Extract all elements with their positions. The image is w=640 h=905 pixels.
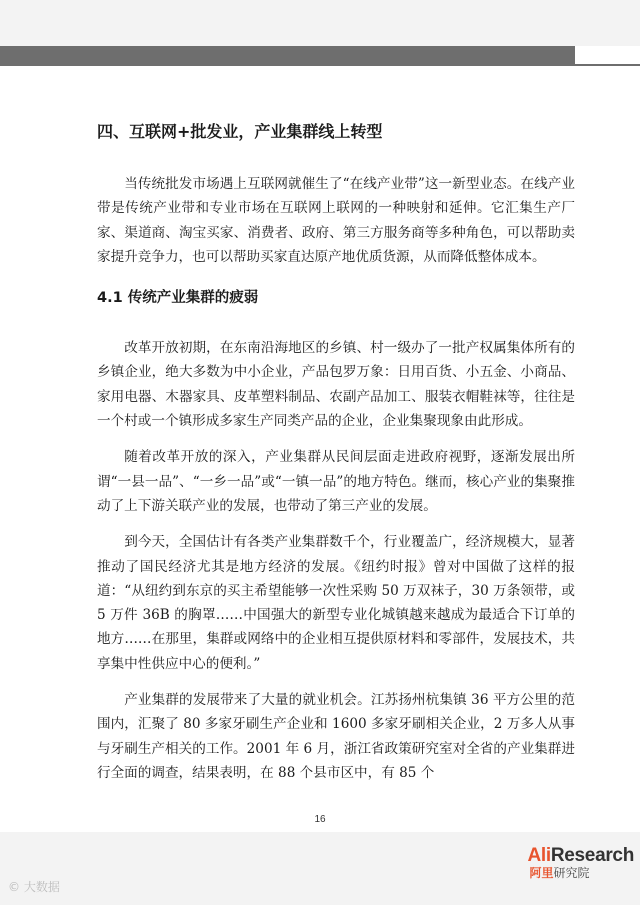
logo-ali-cn-text: 阿里 <box>529 866 554 880</box>
watermark: © 大数据 <box>8 880 60 894</box>
body-paragraph: 到今天，全国估计有各类产业集群数千个，行业覆盖广，经济规模大，显著推动了国民经济尤其是地方经济的发展。《纽约时报》曾对中国做了这样的报道：“从纽约到东京的买主希望能够一次性采购 50 万双袜子，30 万条领带，或 5 万件 36B 的胸罩……中国强大的新型专业化城镇越来越成为最适合下订单的地方……在那里，集群或网络中的企业相互提供原材料和零部件，发展技术，共享集中性供应中心的便利。” <box>97 534 575 672</box>
section-intro-paragraph: 当传统批发市场遇上互联网就催生了“在线产业带”这一新型业态。在线产业带是传统产业带和专业市场在互联网上联网的一种映射和延伸。它汇集生产厂家、渠道商、淘宝买家、消费者、政府、第三方服务商等多种角色，可以帮助卖家提升竞争力，也可以帮助买家直达原产地优质货源，从而降低整体成本。 <box>97 176 575 265</box>
header-band <box>0 0 640 46</box>
body-paragraph: 产业集群的发展带来了大量的就业机会。江苏扬州杭集镇 36 平方公里的范围内，汇聚了 80 多家牙刷生产企业和 1600 多家牙刷相关企业，2 万多人从事与牙刷生产相关的工作。2001 年 6 月，浙江省政策研究室对全省的产业集群进行全面的调查，结果表明，在 88 个县市区中，有 85 个 <box>97 692 575 781</box>
body-paragraph: 改革开放初期，在东南沿海地区的乡镇、村一级办了一批产权属集体所有的乡镇企业，绝大多数为中小企业，产品包罗万象：日用百货、小五金、小商品、家用电器、木器家具、皮革塑料制品、农副产品加工、服装衣帽鞋袜等，往往是一个村或一个镇形成多家生产同类产品的企业，企业集聚现象由此形成。 <box>97 340 575 430</box>
header-line <box>575 64 640 66</box>
logo-research-text: Research <box>550 845 634 866</box>
logo-chinese <box>527 866 634 880</box>
header-bar <box>0 46 575 66</box>
logo-english <box>527 846 634 866</box>
page-number: 16 <box>314 814 326 825</box>
aliresearch-logo <box>527 846 634 880</box>
page-content <box>97 120 575 785</box>
logo-institute-text: 研究院 <box>553 866 590 880</box>
logo-ali-text: Ali <box>527 845 551 866</box>
section-title: 四、互联网+批发业，产业集群线上转型 <box>97 122 383 141</box>
body-paragraph: 随着改革开放的深入，产业集群从民间层面走进政府视野，逐渐发展出所谓“一县一品”、“一乡一品”或“一镇一品”的地方特色。继而，核心产业的集聚推动了上下游关联产业的发展，也带动了第三产业的发展。 <box>97 449 575 514</box>
subsection-title: 4.1 传统产业集群的疲弱 <box>97 290 259 307</box>
